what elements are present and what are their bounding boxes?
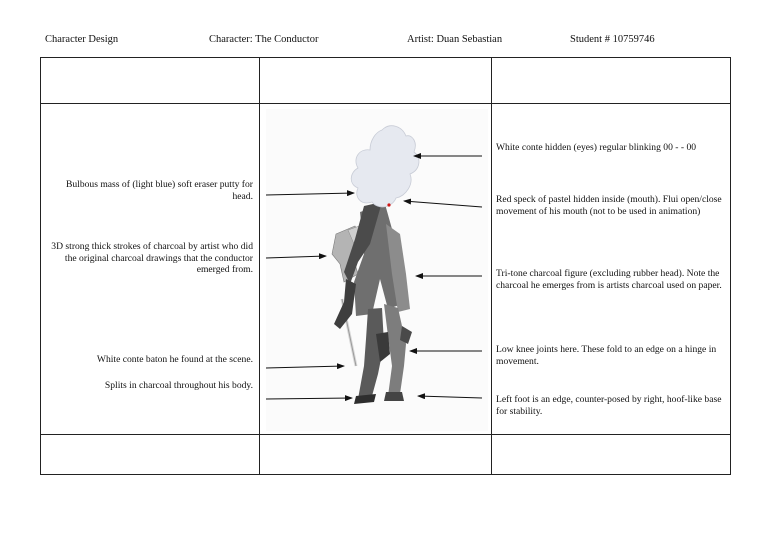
note-splits: Splits in charcoal throughout his body. <box>104 380 253 391</box>
note-baton: White conte baton he found at the scene. <box>96 354 253 365</box>
note-knees: Low knee joints here. These fold to an edge on a hinge in movement. <box>496 344 717 367</box>
conductor-figure <box>260 104 492 435</box>
note-strokes: 3D strong thick strokes of charcoal by artist who did the original charcoal drawings that the conductor emerged from. <box>51 241 253 275</box>
note-feet: Left foot is an edge, counter-posed by right, hoof-like base for stability. <box>496 394 722 417</box>
note-mouth: Red speck of pastel hidden inside (mouth). Flui open/close movement of his mouth (not to be used in animation) <box>496 194 722 217</box>
right-notes-cell <box>492 104 731 435</box>
grid-cell <box>492 58 731 104</box>
left-foot <box>384 392 404 401</box>
note-figure: Tri-tone charcoal figure (excluding rubber head). Note the charcoal he emerges from is artists charcoal used on paper. <box>496 268 722 291</box>
document-title: Character Design <box>45 34 119 45</box>
left-notes-cell <box>41 104 260 435</box>
grid-row-main <box>41 104 731 435</box>
grid-cell <box>260 58 492 104</box>
grid-cell <box>41 58 260 104</box>
note-eyes: White conte hidden (eyes) regular blinking 00 - - 00 <box>496 142 697 153</box>
grid-row-bottom <box>41 435 731 475</box>
student-number: Student # 10759746 <box>570 34 655 45</box>
figure-cell <box>260 104 492 435</box>
grid-cell <box>41 435 260 475</box>
artist-name: Artist: Duan Sebastian <box>407 34 503 45</box>
grid-cell <box>492 435 731 475</box>
grid-cell <box>260 435 492 475</box>
character-name: Character: The Conductor <box>209 34 319 45</box>
mouth-speck <box>387 203 390 206</box>
grid-row-top <box>41 58 731 104</box>
design-grid <box>40 57 731 475</box>
note-head: Bulbous mass of (light blue) soft eraser putty for head. <box>65 179 253 202</box>
